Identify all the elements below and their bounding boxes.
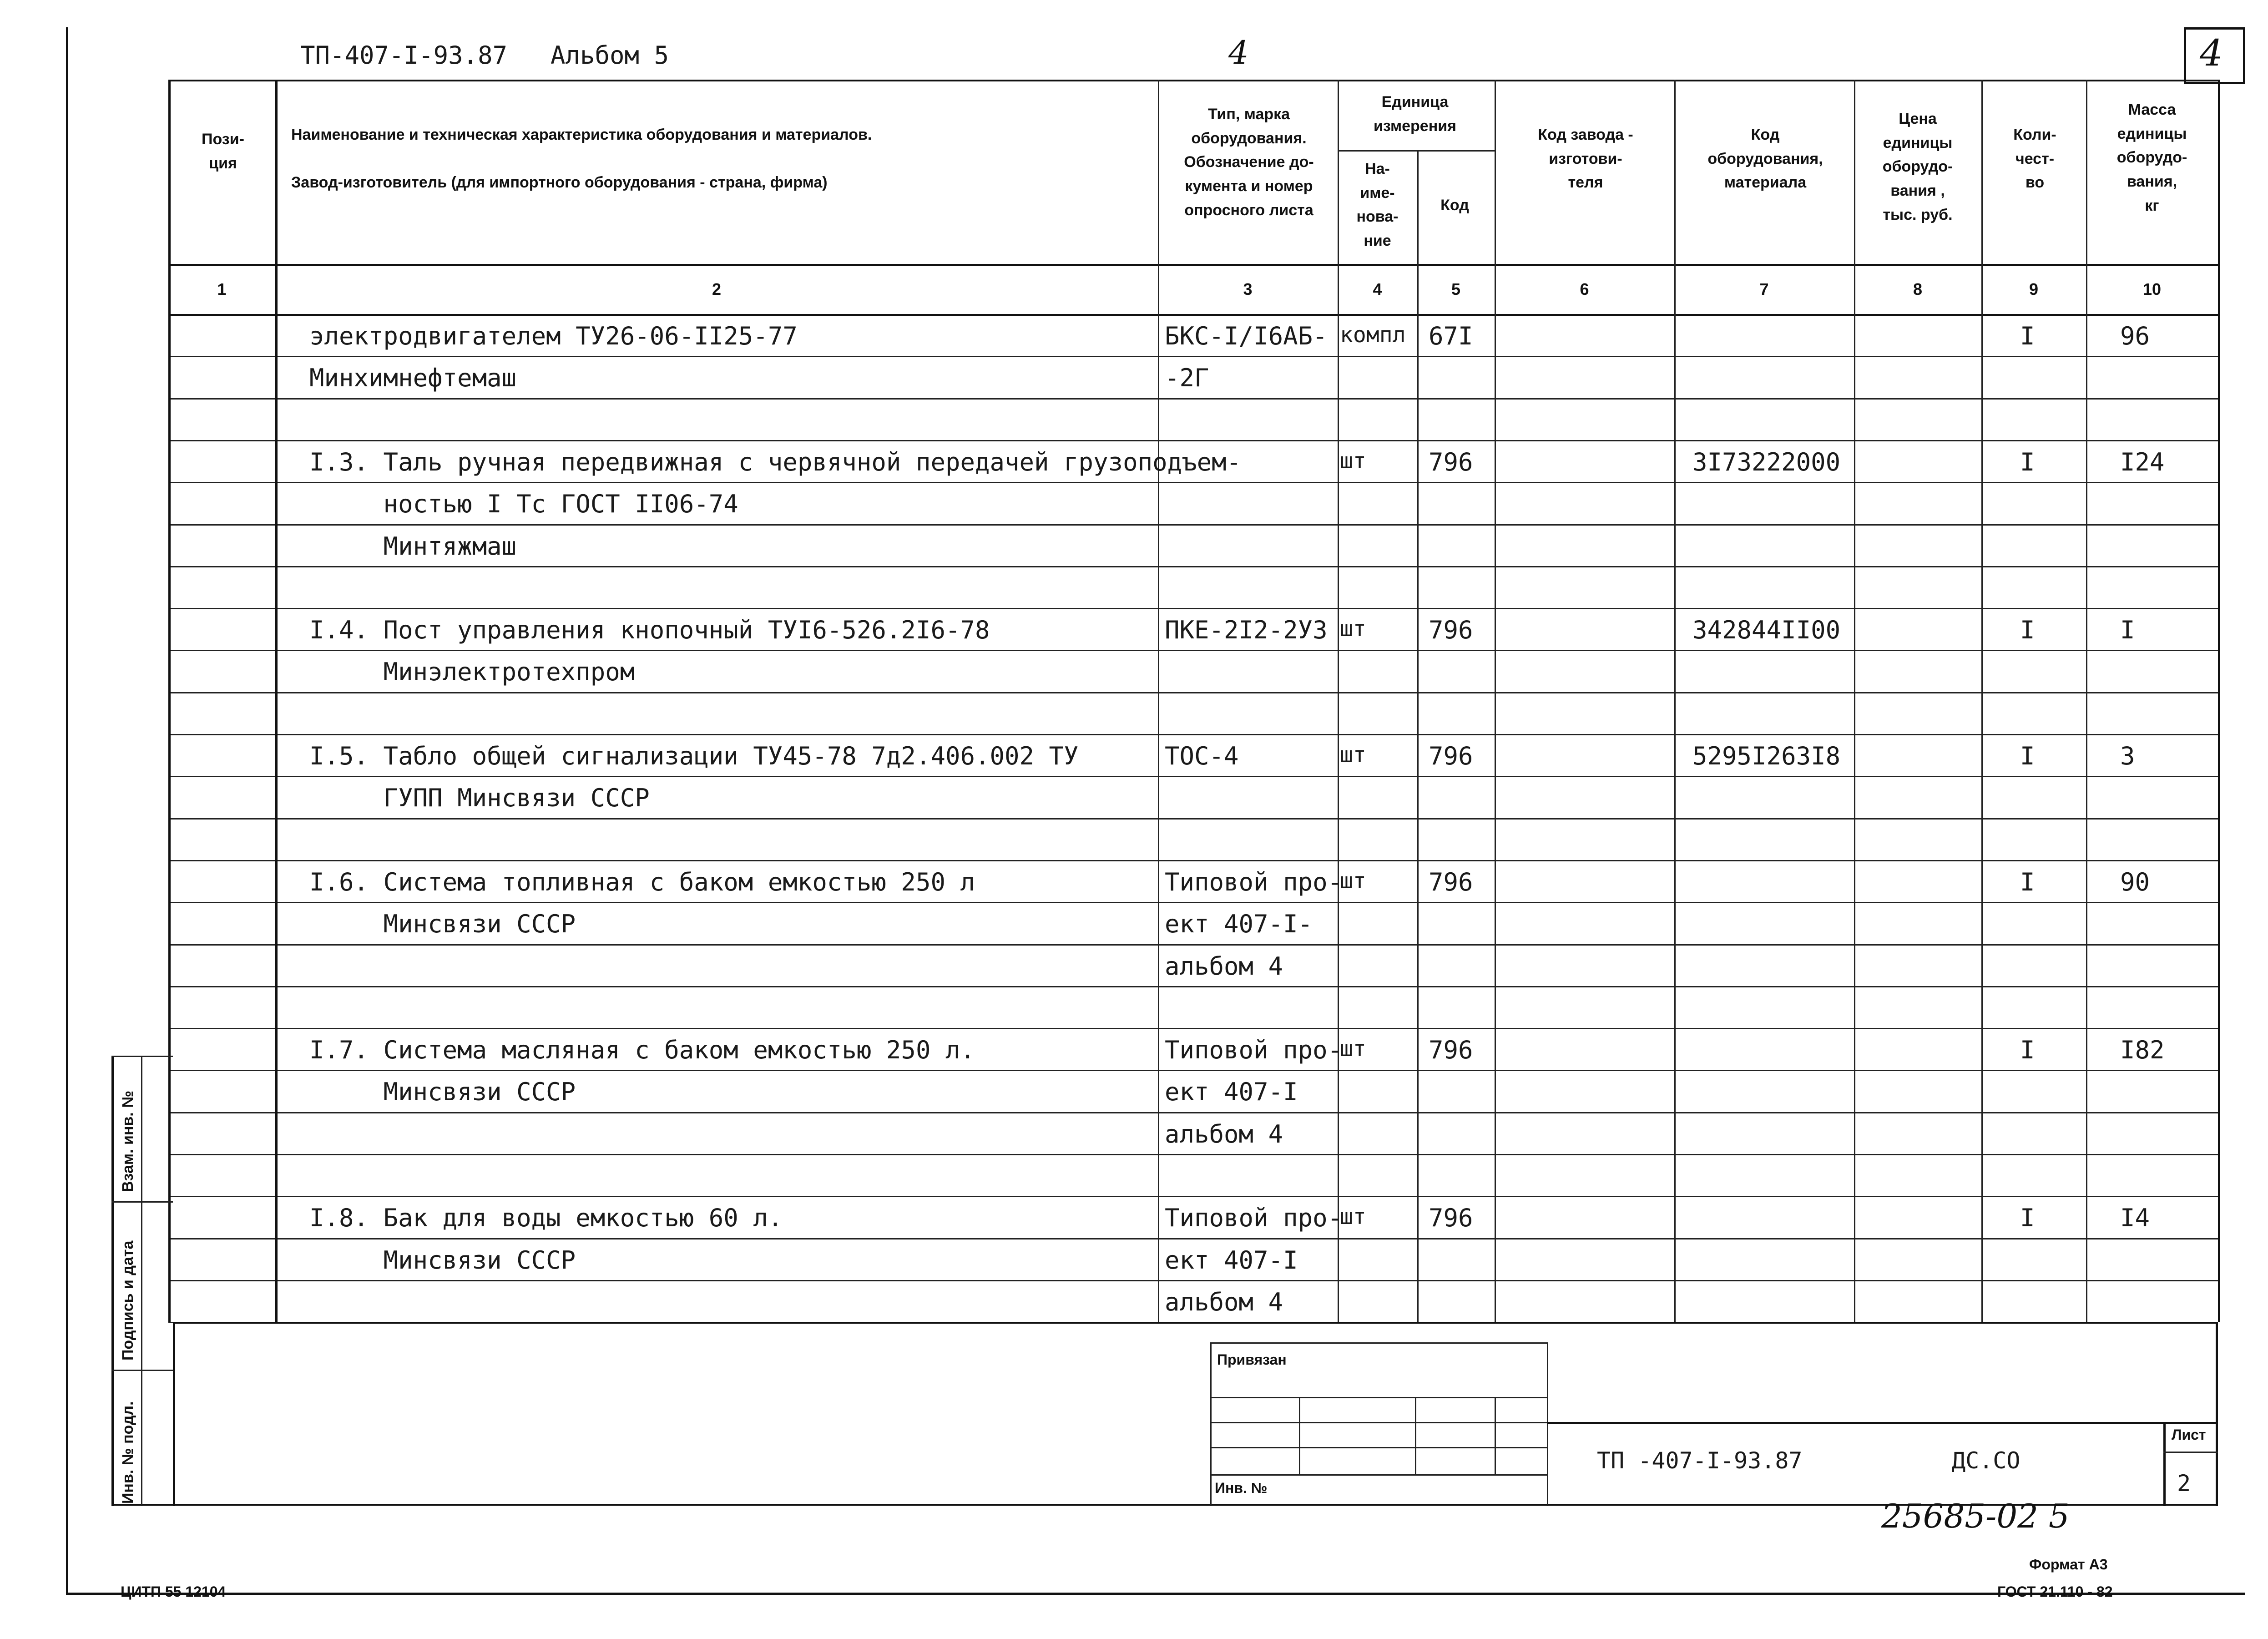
privyazan-row bbox=[1210, 1397, 1547, 1398]
col-header-unit-code: Код bbox=[1440, 197, 1469, 214]
row-unit: шт bbox=[1340, 868, 1366, 894]
row-divider bbox=[168, 440, 2218, 441]
row-divider bbox=[168, 650, 2218, 651]
page-mark: 4 bbox=[1228, 34, 1249, 71]
col-header-unit-name: На- име- нова- ние bbox=[1356, 160, 1399, 250]
row-mass: 3 bbox=[2120, 742, 2135, 770]
row-unit-code: 796 bbox=[1429, 868, 1473, 896]
row-divider bbox=[168, 1238, 2218, 1239]
column-divider bbox=[2086, 80, 2087, 1322]
row-divider bbox=[168, 692, 2218, 693]
title-area-top bbox=[173, 1322, 2218, 1324]
sheet-label: Лист bbox=[2172, 1427, 2206, 1443]
row-unit-code: 796 bbox=[1429, 1204, 1473, 1232]
row-unit: шт bbox=[1340, 742, 1366, 768]
row-unit: компл bbox=[1340, 322, 1406, 348]
column-number: 5 bbox=[1451, 280, 1461, 298]
row-name: I.7. Система масляная с баком емкостью 250 л. bbox=[309, 1036, 975, 1064]
row-mass: 96 bbox=[2120, 322, 2150, 350]
row-name: электродвигателем ТУ26-06-II25-77 bbox=[309, 322, 798, 350]
row-mass: I24 bbox=[2120, 448, 2165, 476]
column-number: 6 bbox=[1580, 280, 1589, 298]
row-unit: шт bbox=[1340, 448, 1366, 474]
row-name: Минсвязи СССР bbox=[309, 1246, 576, 1275]
sheet-box-divider bbox=[2163, 1452, 2218, 1453]
sheet-number-box bbox=[2184, 27, 2245, 84]
row-divider bbox=[168, 482, 2218, 483]
row-name: I.5. Табло общей сигнализации ТУ45-78 7д2.406.002 ТУ bbox=[309, 742, 1079, 770]
row-divider bbox=[168, 1280, 2218, 1281]
row-divider bbox=[168, 1196, 2218, 1197]
row-equipment-code: 342844II00 bbox=[1692, 616, 1841, 644]
row-quantity: I bbox=[2020, 742, 2035, 770]
side-stamp-zam-inv: Взам. инв. № bbox=[119, 1090, 136, 1192]
row-divider bbox=[168, 734, 2218, 735]
col-header-price: Цена единицы оборудо- вания , тыс. руб. bbox=[1882, 110, 1953, 223]
row-unit-code: 796 bbox=[1429, 1036, 1473, 1064]
column-number: 4 bbox=[1373, 280, 1382, 298]
row-quantity: I bbox=[2020, 868, 2035, 896]
column-number: 9 bbox=[2029, 280, 2039, 298]
table-top-border bbox=[168, 80, 2218, 81]
row-divider bbox=[168, 1112, 2218, 1113]
row-equipment-code: 5295I263I8 bbox=[1692, 742, 1841, 770]
column-number: 7 bbox=[1759, 280, 1769, 298]
row-mass: I4 bbox=[2120, 1204, 2150, 1232]
row-name: Минэлектротехпром bbox=[309, 658, 635, 686]
privyazan-row bbox=[1210, 1422, 1547, 1423]
privyazan-row bbox=[1210, 1447, 1547, 1448]
row-divider bbox=[168, 860, 2218, 861]
row-divider bbox=[168, 986, 2218, 987]
row-type: альбом 4 bbox=[1165, 1120, 1283, 1148]
title-doc-type: ДС.СО bbox=[1952, 1447, 2020, 1474]
column-number: 10 bbox=[2142, 280, 2162, 298]
privyazan-box-left bbox=[1210, 1342, 1212, 1506]
col-header-unit-group: Единица измерения bbox=[1374, 93, 1456, 135]
column-divider bbox=[1338, 80, 1339, 1322]
privyazan-col bbox=[1415, 1397, 1416, 1474]
row-type: альбом 4 bbox=[1165, 952, 1283, 981]
row-type: ект 407-I bbox=[1165, 1246, 1298, 1275]
row-divider bbox=[168, 398, 2218, 400]
sheet-handwritten-number: 4 bbox=[2200, 32, 2223, 74]
col-header-equipment-code: Код оборудования, материала bbox=[1707, 126, 1823, 192]
col-header-name: Наименование и техническая характеристика оборудования и материалов. Завод-изготовитель (для импортного оборудования - страна, фирма) bbox=[291, 126, 872, 192]
row-name: I.4. Пост управления кнопочный ТУI6-526.2I6-78 bbox=[309, 616, 990, 644]
row-type: -2Г bbox=[1165, 364, 1209, 392]
row-unit: шт bbox=[1340, 1204, 1366, 1229]
row-name: ностью I Тс ГОСТ II06-74 bbox=[309, 490, 738, 518]
side-stamp-inv-podl: Инв. № подл. bbox=[119, 1401, 136, 1504]
privyazan-label: Привязан bbox=[1217, 1351, 1287, 1368]
row-name: Минсвязи СССР bbox=[309, 1077, 576, 1106]
column-divider bbox=[1854, 80, 1855, 1322]
col-header-position: Пози- ция bbox=[202, 131, 244, 172]
column-divider bbox=[2218, 80, 2220, 1322]
row-type: ект 407-I bbox=[1165, 1077, 1298, 1106]
row-quantity: I bbox=[2020, 1204, 2035, 1232]
privyazan-row bbox=[1210, 1474, 1547, 1476]
sheet-number: 2 bbox=[2177, 1470, 2191, 1497]
handwritten-archive-number: 25685-02 5 bbox=[1881, 1497, 2070, 1535]
row-unit-code: 796 bbox=[1429, 448, 1473, 476]
row-name: I.6. Система топливная с баком емкостью 250 л bbox=[309, 868, 975, 896]
inv-no-label: Инв. № bbox=[1215, 1480, 1268, 1496]
row-type: Типовой про- bbox=[1165, 868, 1343, 896]
column-divider bbox=[1417, 150, 1419, 1322]
privyazan-box-top bbox=[1210, 1342, 1547, 1344]
row-divider bbox=[168, 1154, 2218, 1155]
header-bottom-border bbox=[168, 264, 2218, 266]
header-doc-code: ТП-407-I-93.87 bbox=[300, 41, 508, 70]
column-number: 2 bbox=[712, 280, 722, 298]
row-name: ГУПП Минсвязи СССР bbox=[309, 784, 650, 812]
row-mass: 90 bbox=[2120, 868, 2150, 896]
row-type: альбом 4 bbox=[1165, 1288, 1283, 1316]
row-divider bbox=[168, 776, 2218, 777]
footer-format: Формат А3 bbox=[2029, 1556, 2108, 1573]
unit-group-divider bbox=[1338, 150, 1495, 152]
footer-printer: ЦИТП 55 12104 bbox=[121, 1583, 226, 1600]
privyazan-col bbox=[1299, 1397, 1300, 1474]
row-divider bbox=[168, 902, 2218, 903]
row-mass: I82 bbox=[2120, 1036, 2165, 1064]
sheet-frame-bottom bbox=[66, 1593, 2245, 1595]
row-name: Минхимнефтемаш bbox=[309, 364, 517, 392]
row-unit-code: 796 bbox=[1429, 616, 1473, 644]
row-unit: шт bbox=[1340, 1036, 1366, 1062]
footer-gost: ГОСТ 21.110 - 82 bbox=[1997, 1583, 2113, 1600]
row-name: I.8. Бак для воды емкостью 60 л. bbox=[309, 1204, 783, 1232]
row-type: Типовой про- bbox=[1165, 1036, 1343, 1064]
row-divider bbox=[168, 818, 2218, 820]
row-unit-code: 796 bbox=[1429, 742, 1473, 770]
row-type: ТОС-4 bbox=[1165, 742, 1239, 770]
row-divider bbox=[168, 524, 2218, 526]
row-divider bbox=[168, 356, 2218, 357]
column-number: 8 bbox=[1913, 280, 1923, 298]
title-doc-code: ТП -407-I-93.87 bbox=[1597, 1447, 1803, 1474]
col-header-type: Тип, марка оборудования. Обозначение до- кумента и номер опросного листа bbox=[1184, 106, 1314, 219]
header-album: Альбом 5 bbox=[551, 41, 669, 70]
row-name: Минсвязи СССР bbox=[309, 910, 576, 938]
row-mass: I bbox=[2120, 616, 2135, 644]
stamp-top bbox=[1547, 1422, 2218, 1424]
privyazan-col bbox=[1495, 1397, 1496, 1474]
column-divider bbox=[275, 80, 278, 1322]
row-name: Минтяжмаш bbox=[309, 532, 517, 561]
row-name: I.3. Таль ручная передвижная с червячной передачей грузоподъем- bbox=[309, 448, 1242, 476]
row-type: ПКЕ-2I2-2У3 bbox=[1165, 616, 1328, 644]
column-number: 1 bbox=[217, 280, 227, 298]
row-quantity: I bbox=[2020, 616, 2035, 644]
row-quantity: I bbox=[2020, 1036, 2035, 1064]
row-divider bbox=[168, 1070, 2218, 1071]
col-header-mass: Масса единицы оборудо- вания, кг bbox=[2116, 101, 2187, 214]
column-divider bbox=[1495, 80, 1496, 1322]
sheet-box-left bbox=[2163, 1422, 2166, 1506]
row-unit-code: 67I bbox=[1429, 322, 1473, 350]
column-divider bbox=[1981, 80, 1983, 1322]
title-area-right bbox=[2216, 1322, 2218, 1506]
column-numbers-bottom-border bbox=[168, 314, 2218, 316]
col-header-factory-code: Код завода - изготови- теля bbox=[1538, 126, 1633, 192]
row-unit: шт bbox=[1340, 616, 1366, 642]
row-divider bbox=[168, 608, 2218, 609]
sheet-frame-left bbox=[66, 27, 68, 1593]
column-divider bbox=[1158, 80, 1159, 1322]
row-equipment-code: 3I73222000 bbox=[1692, 448, 1841, 476]
row-type: Типовой про- bbox=[1165, 1204, 1343, 1232]
row-divider bbox=[168, 944, 2218, 946]
row-quantity: I bbox=[2020, 322, 2035, 350]
row-quantity: I bbox=[2020, 448, 2035, 476]
row-type: ект 407-I- bbox=[1165, 910, 1313, 938]
side-stamp-sign-date: Подпись и дата bbox=[119, 1240, 136, 1361]
privyazan-box-right bbox=[1547, 1342, 1548, 1506]
col-header-quantity: Коли- чест- во bbox=[2013, 126, 2056, 192]
row-type: БКС-I/I6АБ- bbox=[1165, 322, 1328, 350]
column-number: 3 bbox=[1243, 280, 1253, 298]
row-divider bbox=[168, 1028, 2218, 1029]
column-divider bbox=[1674, 80, 1676, 1322]
row-divider bbox=[168, 566, 2218, 567]
